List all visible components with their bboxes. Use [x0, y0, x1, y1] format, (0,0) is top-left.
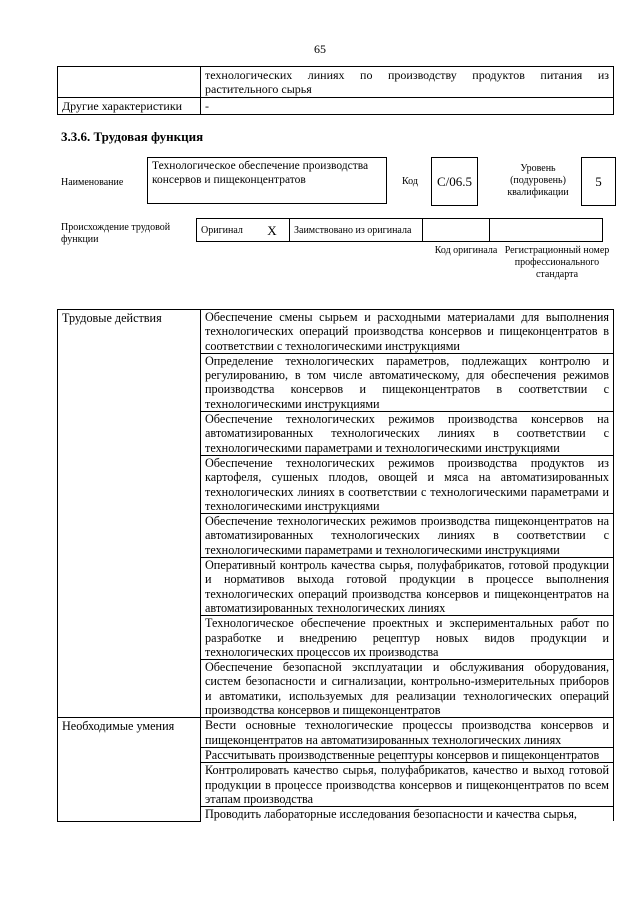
required-skill: Рассчитывать производственные рецептуры консервов и пищеконцентратов: [201, 747, 614, 762]
required-skills-label: Необходимые умения: [58, 718, 201, 822]
qualification-level-box: 5: [581, 157, 616, 206]
labor-action: Обеспечение технологических режимов производства продуктов из картофеля, сушеных плодов, овощей и мяса на автоматизированных технологических линиях в соответствии с технологическими параметрами и технологическими инструкциями: [201, 455, 614, 513]
origin-mark: X: [255, 219, 290, 242]
code-label: Код: [402, 176, 418, 187]
labor-action: Определение технологических параметров, подлежащих контролю и регулированию, в том числе автоматическому, для обеспечения режимов производства консервов и пищеконцентратов в соответствии с технологическими инструкциями: [201, 353, 614, 411]
table-cell-value: технологических линиях по производству продуктов питания из растительного сырья: [201, 67, 614, 98]
labor-action: Обеспечение безопасной эксплуатации и обслуживания оборудования, систем безопасности и сигнализации, контрольно-измерительных приборов и автоматики, используемых для реализации технологических операций производства консервов и пищеконцентратов: [201, 660, 614, 718]
function-name-box: Технологическое обеспечение производства консервов и пищеконцентратов: [147, 157, 387, 204]
page-number: 65: [314, 42, 326, 56]
required-skill: Вести основные технологические процессы производства консервов и пищеконцентратов на автоматизированных технологических линиях: [201, 718, 614, 748]
origin-label: Происхождение трудовой функции: [61, 222, 171, 245]
table-row: [197, 219, 603, 242]
labor-function-table: [57, 309, 614, 822]
required-skill: Проводить лабораторные исследования безопасности и качества сырья,: [201, 807, 614, 822]
labor-actions-label: Трудовые действия: [58, 310, 201, 718]
table-cell-label: [58, 67, 201, 98]
origin-code-caption: Код оригинала: [434, 245, 498, 256]
section-title: 3.3.6. Трудовая функция: [61, 129, 204, 144]
labor-action: Обеспечение технологических режимов производства пищеконцентратов на автоматизированных технологических линиях в соответствии с технологическими параметрами и технологическими инструкциями: [201, 514, 614, 558]
function-code-box: C/06.5: [431, 157, 478, 206]
name-label: Наименование: [61, 177, 124, 188]
required-skill: Контролировать качество сырья, полуфабрикатов, качество и выход готовой продукции в процессе производства консервов и пищеконцентратов по всем этапам производства: [201, 763, 614, 807]
table-cell-label: Другие характеристики: [58, 98, 201, 115]
labor-action: Обеспечение технологических режимов производства консервов на автоматизированных технологических линиях в соответствии с технологическими параметрами и технологическими инструкциями: [201, 412, 614, 456]
labor-action: Оперативный контроль качества сырья, полуфабрикатов, готовой продукции и нормативов выхода готовой продукции в процессе выполнения технологических операций производства консервов и пищеконцентратов на автоматизированных технологических линиях: [201, 558, 614, 616]
labor-action: Обеспечение смены сырьем и расходными материалами для выполнения технологических операций производства консервов и пищеконцентратов в соответствии с технологическими инструкциями: [201, 310, 614, 354]
level-label: Уровень (подуровень) квалификации: [507, 163, 569, 198]
origin-code-cell: [423, 219, 490, 242]
origin-borrowed-label: Заимствовано из оригинала: [290, 219, 423, 242]
table-row: [58, 67, 614, 98]
table-cell-value: -: [201, 98, 614, 115]
table-row: [58, 98, 614, 115]
reg-number-caption: Регистрационный номер профессионального стандарта: [504, 245, 610, 280]
origin-original-label: Оригинал: [197, 219, 256, 242]
table-row: [58, 310, 614, 354]
origin-table: [196, 218, 603, 242]
table-row: [58, 718, 614, 748]
characteristics-table: [57, 66, 614, 115]
reg-number-cell: [490, 219, 603, 242]
labor-action: Технологическое обеспечение проектных и экспериментальных работ по разработке и внедрению рецептур новых видов продукции и технологических процессов их производства: [201, 616, 614, 660]
